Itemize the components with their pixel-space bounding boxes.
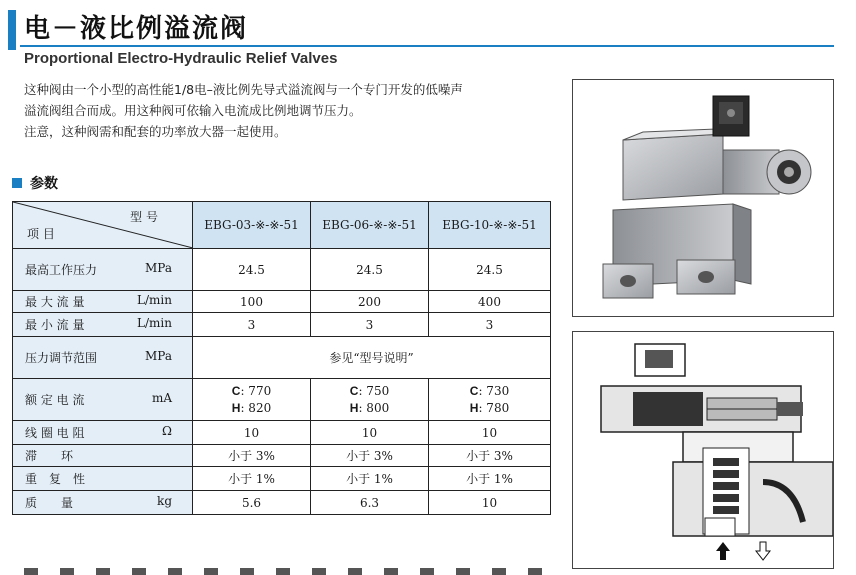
section-title: 参数 <box>30 176 58 192</box>
table-row <box>13 337 551 379</box>
title-divider <box>20 45 834 47</box>
current-value: : 750 <box>358 383 390 398</box>
section-heading <box>12 173 58 193</box>
valve-photo <box>572 79 834 317</box>
table-row <box>13 445 551 467</box>
table-cell: 400 <box>429 291 551 313</box>
table-cell: 24.5 <box>193 249 311 291</box>
page-title: 电－液比例溢流阀 <box>24 14 249 44</box>
spec-table <box>12 201 551 515</box>
table-cell: 小于 3% <box>429 445 551 467</box>
current-value: : 820 <box>240 400 272 415</box>
table-cell: 10 <box>193 421 311 445</box>
item-header-label: 项 目 <box>27 227 55 241</box>
table-row <box>13 313 551 337</box>
row-unit: L/min <box>137 316 172 330</box>
row-label-cell <box>13 491 193 515</box>
current-key: H <box>349 400 359 415</box>
table-cell: 3 <box>311 313 429 337</box>
model-header-2: EBG-10-※-※-51 <box>429 202 551 249</box>
cropped-next-section <box>24 568 550 575</box>
row-label-cell <box>13 291 193 313</box>
row-label-cell <box>13 249 193 291</box>
row-unit: MPa <box>145 349 172 363</box>
intro-line-2: 溢流阀组合而成。用这种阀可依输入电流成比例地调节压力。 <box>24 103 362 118</box>
table-row <box>13 249 551 291</box>
current-key: C <box>349 383 359 398</box>
row-unit: MPa <box>145 261 172 275</box>
corner-header-cell <box>13 202 193 249</box>
table-row <box>13 291 551 313</box>
current-key: H <box>231 400 241 415</box>
table-row <box>13 491 551 515</box>
row-unit: mA <box>151 391 172 405</box>
intro-line-1: 这种阀由一个小型的高性能1/8电–液比例先导式溢流阀与一个专门开发的低噪声 <box>24 82 463 97</box>
row-unit: L/min <box>137 293 172 307</box>
row-label-cell <box>13 337 193 379</box>
row-label: 滞 环 <box>25 449 74 463</box>
table-cell: 100 <box>193 291 311 313</box>
row-label: 最 小 流 量 <box>25 318 85 332</box>
merged-cell: 参见“型号说明” <box>193 337 551 379</box>
page-subtitle: Proportional Electro-Hydraulic Relief Valves <box>24 50 338 67</box>
hollow-down-arrow-icon <box>756 542 770 560</box>
table-cell: 10 <box>311 421 429 445</box>
table-cell: 10 <box>429 491 551 515</box>
row-label: 压力调节范围 <box>25 351 98 365</box>
current-value: : 780 <box>478 400 510 415</box>
title-accent-bar <box>8 10 16 50</box>
current-value: : 730 <box>478 383 510 398</box>
table-cell: 小于 3% <box>311 445 429 467</box>
table-cell: 小于 1% <box>429 467 551 491</box>
blue-square-icon <box>12 178 22 188</box>
row-label-cell <box>13 421 193 445</box>
current-key: C <box>469 383 479 398</box>
valve-cross-section <box>572 331 834 569</box>
model-header-label: 型 号 <box>130 210 158 224</box>
table-row <box>13 467 551 491</box>
table-cell: 3 <box>429 313 551 337</box>
table-cell: 10 <box>429 421 551 445</box>
row-label-cell <box>13 379 193 421</box>
current-cell <box>193 379 311 421</box>
intro-line-3: 注意，这种阀需和配套的功率放大器一起使用。 <box>24 124 287 139</box>
table-cell: 6.3 <box>311 491 429 515</box>
row-label: 质 量 <box>25 496 74 510</box>
row-label-cell <box>13 467 193 491</box>
table-cell: 小于 3% <box>193 445 311 467</box>
model-header-1: EBG-06-※-※-51 <box>311 202 429 249</box>
current-value: : 770 <box>240 383 272 398</box>
table-cell: 小于 1% <box>193 467 311 491</box>
current-cell <box>429 379 551 421</box>
current-cell <box>311 379 429 421</box>
row-unit: kg <box>157 494 172 508</box>
table-row <box>13 379 551 421</box>
table-cell: 5.6 <box>193 491 311 515</box>
row-label: 最高工作压力 <box>25 263 98 277</box>
row-label: 最 大 流 量 <box>25 295 85 309</box>
solid-up-arrow-icon <box>716 542 730 560</box>
row-label: 额 定 电 流 <box>25 393 85 407</box>
cross-section-illustration <box>573 332 833 568</box>
row-label: 线 圈 电 阻 <box>25 426 85 440</box>
intro-text <box>24 79 564 142</box>
table-cell: 24.5 <box>429 249 551 291</box>
table-row <box>13 421 551 445</box>
table-cell: 200 <box>311 291 429 313</box>
row-unit: Ω <box>162 424 172 438</box>
current-value: : 800 <box>358 400 390 415</box>
model-header-0: EBG-03-※-※-51 <box>193 202 311 249</box>
table-header-row <box>13 202 551 249</box>
current-key: H <box>469 400 479 415</box>
row-label-cell <box>13 313 193 337</box>
row-label-cell <box>13 445 193 467</box>
table-cell: 小于 1% <box>311 467 429 491</box>
current-key: C <box>231 383 241 398</box>
row-label: 重 复 性 <box>25 472 86 486</box>
table-cell: 3 <box>193 313 311 337</box>
valve-photo-illustration <box>573 80 833 316</box>
table-cell: 24.5 <box>311 249 429 291</box>
